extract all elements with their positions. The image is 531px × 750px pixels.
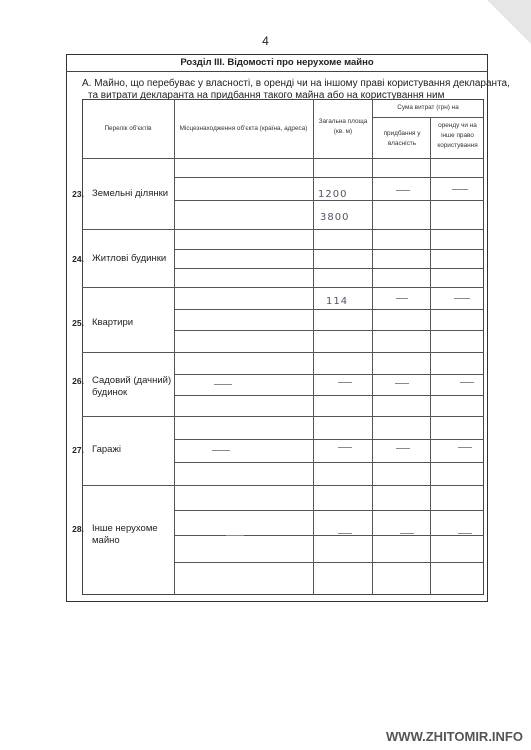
sub-row-line	[174, 439, 484, 440]
header-costs: Сума витрат (грн) на	[397, 104, 459, 111]
handwritten-land-area-2: 3800	[320, 212, 350, 223]
header-bottom-line	[82, 158, 484, 159]
handwritten-dash	[458, 533, 472, 534]
header-purchase: придбання у власність	[383, 130, 421, 147]
sub-row-line	[174, 268, 484, 269]
handwritten-dash	[458, 447, 472, 448]
handwritten-dash	[395, 383, 409, 384]
header-objects: Перелік об'єктів	[104, 125, 152, 132]
handwritten-dash	[338, 382, 352, 383]
costs-header-line	[372, 117, 484, 118]
section-title: Розділ ІІІ. Відомості про нерухоме майно	[66, 54, 488, 72]
subsection-line-1: А. Майно, що перебуває у власності, в оренді чи на іншому праві користування декларанта,	[82, 78, 510, 89]
row-divider	[82, 485, 484, 486]
row-divider	[82, 352, 484, 353]
row-number: 25.	[72, 318, 84, 328]
handwritten-dash	[454, 298, 470, 299]
header-rent: оренду чи на інше право користування	[437, 122, 478, 149]
col-divider	[174, 99, 175, 595]
header-area: Загальна площа (кв. м)	[318, 118, 368, 135]
handwritten-dash	[396, 298, 408, 299]
row-divider	[82, 287, 484, 288]
property-table	[82, 99, 484, 595]
sub-row-line	[174, 309, 484, 310]
handwritten-apartment-area: 114	[326, 296, 349, 307]
row-label: Квартири	[92, 317, 134, 328]
row-number: 26.	[72, 376, 84, 386]
row-divider	[82, 229, 484, 230]
sub-row-line	[174, 249, 484, 250]
page-number: 4	[262, 34, 269, 48]
row-number: 23.	[72, 189, 84, 199]
header-location: Місцезнаходження об'єкта (країна, адреса)	[179, 125, 308, 132]
handwritten-dash	[226, 535, 244, 536]
subsection-line-2: та витрати декларанта на придбання такого майна або на користування ним	[88, 90, 445, 101]
handwritten-dash	[396, 448, 410, 449]
handwritten-land-area-1: 1200	[318, 189, 348, 200]
sub-row-line	[174, 330, 484, 331]
row-divider	[82, 416, 484, 417]
handwritten-dash	[400, 533, 414, 534]
sub-row-line	[174, 395, 484, 396]
handwritten-dash	[338, 533, 352, 534]
sub-row-line	[174, 177, 484, 178]
handwritten-dash	[338, 447, 352, 448]
sub-row-line	[174, 200, 484, 201]
sub-row-line	[174, 374, 484, 375]
row-label: Садовий (дачний) будинок	[92, 375, 172, 398]
sub-row-line	[174, 462, 484, 463]
handwritten-dash	[460, 382, 474, 383]
row-label: Гаражі	[92, 444, 121, 455]
row-label: Інше нерухоме майно	[92, 523, 158, 546]
row-number: 28.	[72, 524, 84, 534]
sub-row-line	[174, 510, 484, 511]
row-label: Земельні ділянки	[92, 188, 169, 199]
watermark: WWW.ZHITOMIR.INFO	[386, 729, 523, 744]
row-number: 24.	[72, 254, 84, 264]
handwritten-dash	[396, 190, 410, 191]
col-divider	[372, 99, 373, 595]
col-divider	[313, 99, 314, 595]
handwritten-dash	[214, 384, 232, 385]
col-divider	[430, 117, 431, 595]
sub-row-line	[174, 562, 484, 563]
handwritten-dash	[212, 450, 230, 451]
handwritten-dash	[452, 189, 468, 190]
row-label: Житлові будинки	[92, 253, 167, 264]
row-number: 27.	[72, 445, 84, 455]
sub-row-line	[174, 535, 484, 536]
